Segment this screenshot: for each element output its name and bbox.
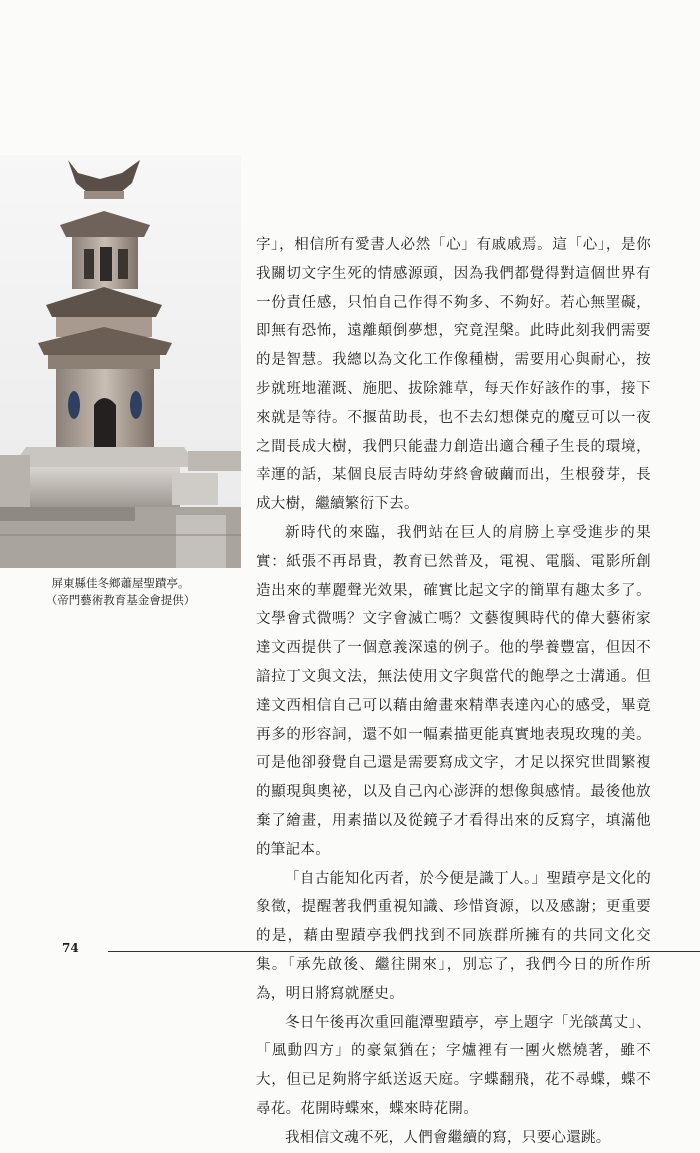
photo-caption bbox=[0, 575, 241, 609]
pagoda-illustration bbox=[0, 155, 241, 568]
caption-line-1: 屏東縣佳冬鄉蕭屋聖蹟亭。 bbox=[51, 576, 190, 590]
page-number: 74 bbox=[62, 941, 79, 955]
paragraph-3: 「自古能知化丙者，於今便是識丁人。」聖蹟亭是文化的象徵，提醒著我們重視知識、珍惜資源，以及感謝；更重要的是，藉由聖蹟亭我們找到不同族群所擁有的共同文化交集。「承先啟後、繼往開來」，別忘了，我們今日的所作所為，明日將寫就歷史。 bbox=[256, 870, 651, 1002]
paragraph-1: 字」，相信所有愛書人必然「心」有戚戚焉。這「心」，是你我關切文字生死的情感源頭，因為我們都覺得對這個世界有一份責任感，只怕自己作得不夠多、不夠好。若心無罣礙，即無有恐怖，遠離顛倒夢想，究竟涅槃。此時此刻我們需要的是智慧。我總以為文化工作像種樹，需要用心與耐心，按步就班地灌溉、施肥、拔除雜草，每天作好該作的事，接下來就是等待。不揠苗助長，也不去幻想傑克的魔豆可以一夜之間長成大樹，我們只能盡力創造出適合種子生長的環境，幸運的話，某個良辰吉時幼芽終會破繭而出，生根發芽，長成大樹，繼續繁衍下去。 bbox=[256, 237, 651, 513]
article-body bbox=[256, 231, 651, 1153]
paragraph-5: 我相信文魂不死，人們會繼續的寫，只要心還跳。 bbox=[285, 1129, 611, 1146]
paragraph-2: 新時代的來臨，我們站在巨人的肩膀上享受進步的果實：紙張不再昂貴，教育已然普及，電視、電腦、電影所創造出來的華麗聲光效果，確實比起文字的簡單有趣太多了。文學會式微嗎？文字會滅亡嗎？文藝復興時代的偉大藝術家達文西提供了一個意義深遠的例子。他的學養豐富，但因不諳拉丁文與文法，無法使用文字與當代的飽學之士溝通。但達文西相信自己可以藉由繪畫來精準表達內心的感受，畢竟再多的形容詞，還不如一幅素描更能真實地表現玫瑰的美。可是他卻發覺自己還是需要寫成文字，才足以探究世間繁複的顯現與奧祕，以及自己內心澎湃的想像與感情。最後他放棄了繪畫，用素描以及從鏡子才看得出來的反寫字，填滿他的筆記本。 bbox=[256, 524, 651, 858]
caption-line-2: （帝門藝術教育基金會提供） bbox=[45, 593, 196, 607]
paragraph-4: 冬日午後再次重回龍潭聖蹟亭，亭上題字「光燄萬丈」、「風動四方」的豪氣猶在；字爐裡有一團火燃燒著，雖不大，但已足夠將字紙送返天庭。字蝶翻飛，花不尋蝶，蝶不尋花。花開時蝶來，蝶來時花開。 bbox=[256, 1014, 651, 1117]
pagoda-photo bbox=[0, 155, 241, 568]
footer-rule bbox=[108, 951, 700, 952]
